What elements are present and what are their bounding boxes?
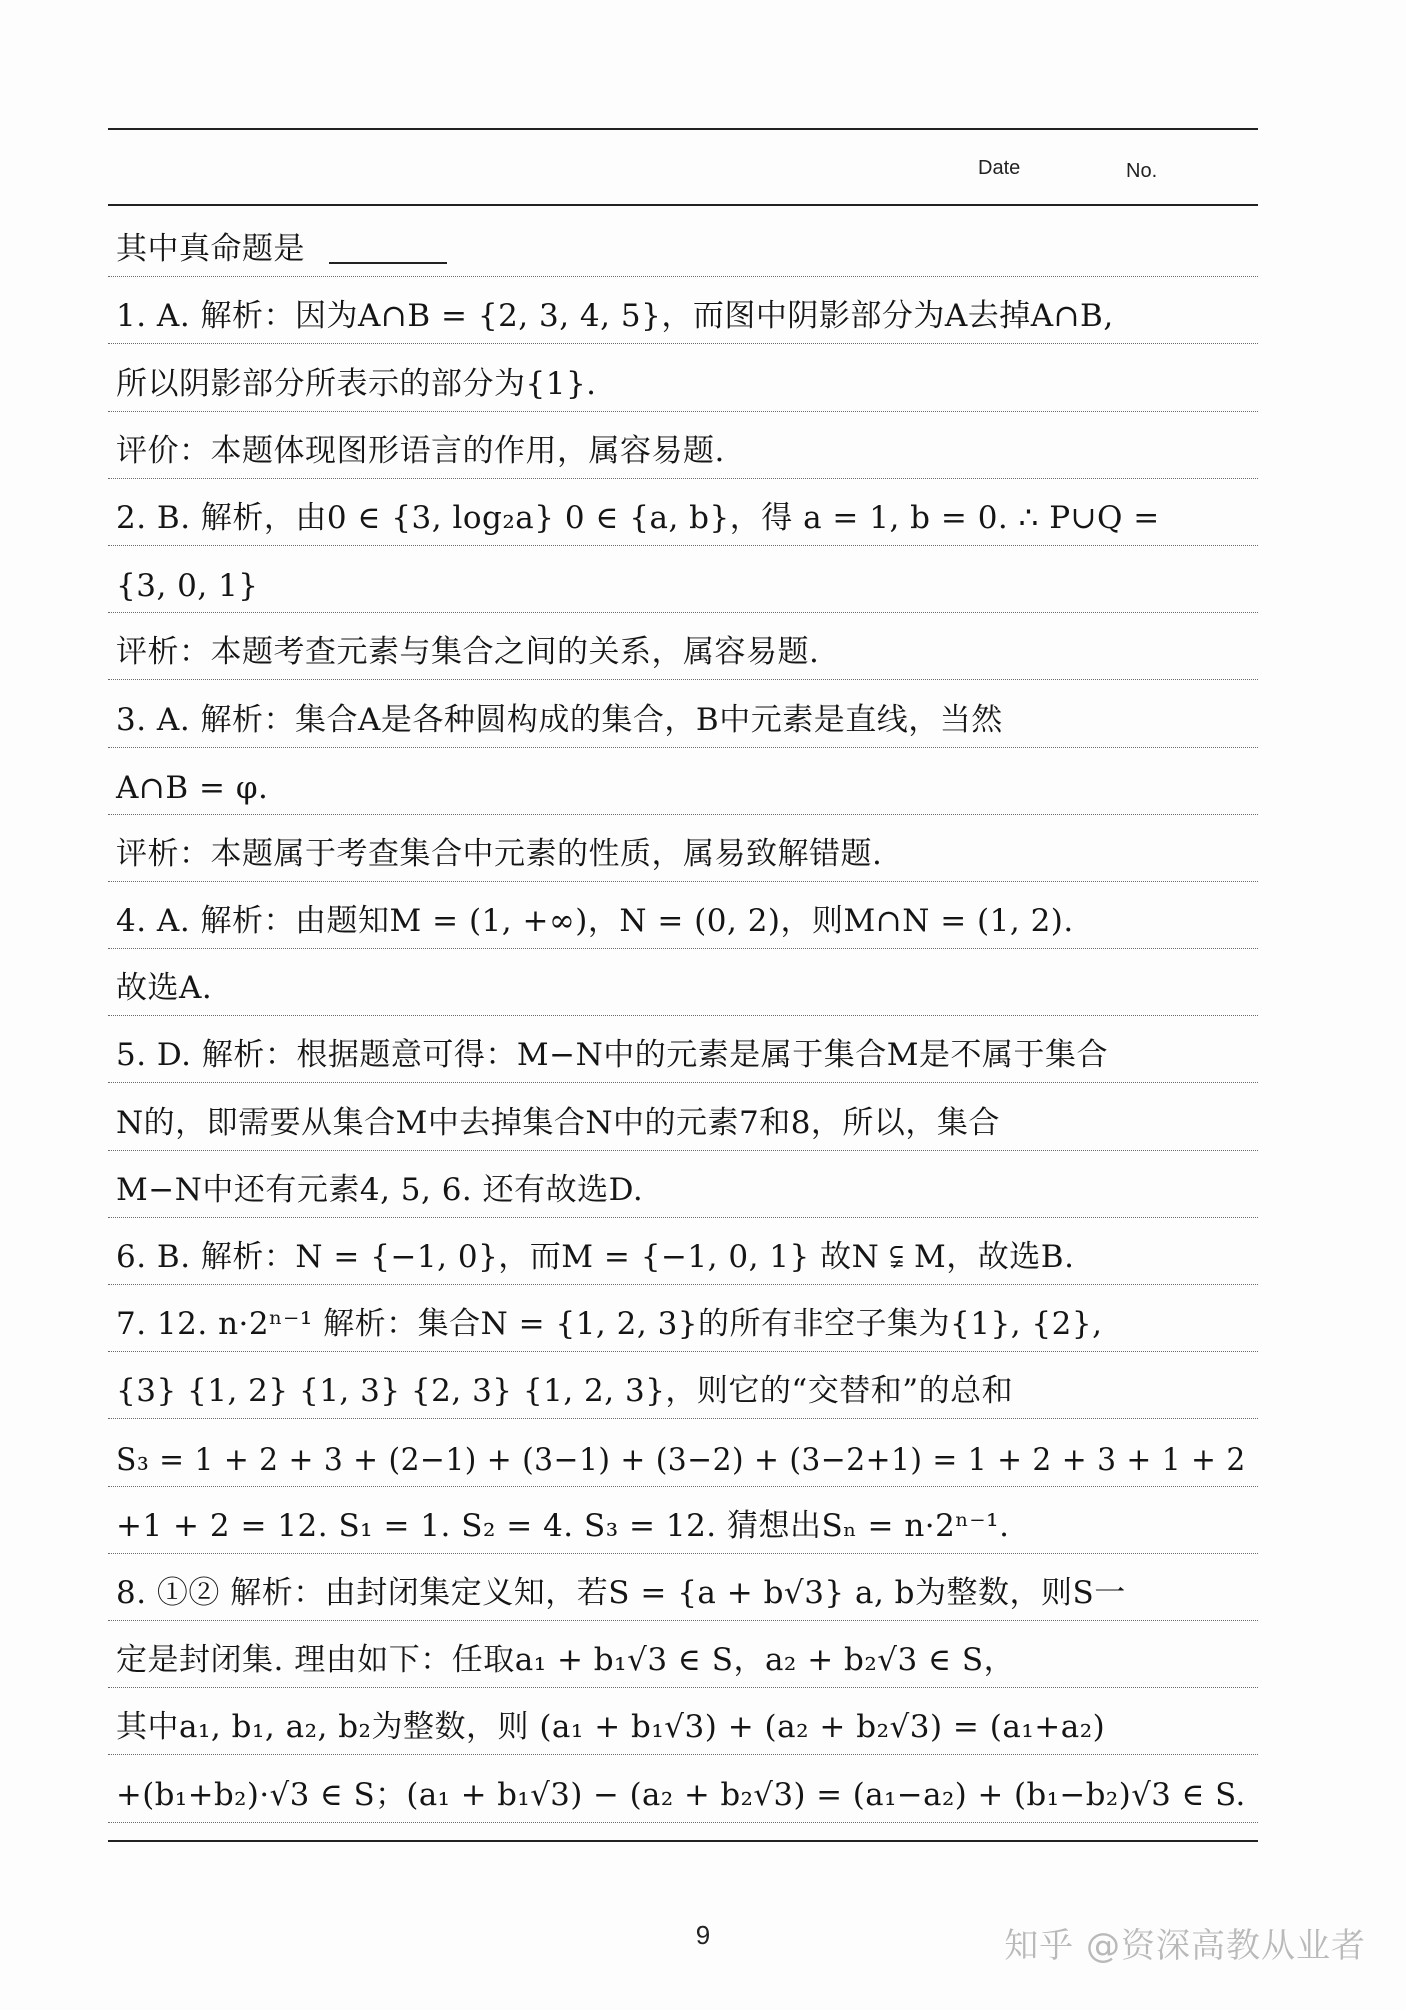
- line-text: 评价：本题体现图形语言的作用，属容易题.: [116, 432, 725, 469]
- ruled-line: [108, 277, 1258, 344]
- ruled-line: [108, 1688, 1258, 1755]
- line-text: 评析：本题属于考查集合中元素的性质，属易致解错题.: [116, 835, 883, 872]
- ruled-line: [108, 1487, 1258, 1554]
- ruled-line: [108, 1755, 1258, 1822]
- ruled-line: [108, 1554, 1258, 1621]
- page-number: 9: [695, 1920, 711, 1950]
- line-text: 故选A.: [116, 970, 213, 1007]
- ruled-line: [108, 1218, 1258, 1285]
- line-text: A∩B = φ.: [116, 769, 269, 806]
- handwritten-lines: [108, 210, 1258, 1823]
- ruled-line: [108, 1016, 1258, 1083]
- line-text: 评析：本题考查元素与集合之间的关系，属容易题.: [116, 634, 820, 671]
- line-text: 定是封闭集. 理由如下：任取a₁ + b₁√3 ∈ S，a₂ + b₂√3 ∈ S，: [116, 1642, 1016, 1679]
- ruled-line: [108, 546, 1258, 613]
- ruled-line: [108, 344, 1258, 411]
- line-text: 其中真命题是: [116, 231, 305, 268]
- ruled-line: [108, 412, 1258, 479]
- watermark: 知乎 @资深高教从业者: [1004, 1926, 1366, 1966]
- line-text: {3, 0, 1}: [116, 568, 259, 605]
- line-text: +1 + 2 = 12. S₁ = 1. S₂ = 4. S₃ = 12. 猜想出Sₙ = n·2ⁿ⁻¹.: [116, 1507, 1010, 1544]
- line-text: 6. B. 解析：N = {−1, 0}，而M = {−1, 0, 1} 故N ⫋ M，故选B.: [116, 1239, 1075, 1275]
- page-header: [108, 152, 1258, 192]
- line-text: +(b₁+b₂)·√3 ∈ S；(a₁ + b₁√3) − (a₂ + b₂√3) = (a₁−a₂) + (b₁−b₂)√3 ∈ S.: [116, 1776, 1246, 1813]
- line-text: 8. ①② 解析：由封闭集定义知，若S = {a + b√3} a, b为整数，则S一: [116, 1574, 1126, 1611]
- date-label: Date: [978, 157, 1021, 179]
- header-rule: [108, 204, 1258, 206]
- bottom-rule: [108, 1840, 1258, 1842]
- ruled-line: [108, 1083, 1258, 1150]
- line-text: 所以阴影部分所表示的部分为{1}.: [116, 365, 597, 402]
- line-text: M−N中还有元素4, 5, 6. 还有故选D.: [116, 1171, 644, 1208]
- ruled-line: [108, 1621, 1258, 1688]
- ruled-line: [108, 949, 1258, 1016]
- line-text: 1. A. 解析：因为A∩B = {2, 3, 4, 5}，而图中阴影部分为A去掉A∩B,: [116, 298, 1114, 335]
- ruled-line: [108, 748, 1258, 815]
- answer-blank: [329, 262, 447, 264]
- ruled-line: [108, 613, 1258, 680]
- line-text: S₃ = 1 + 2 + 3 + (2−1) + (3−1) + (3−2) + (3−2+1) = 1 + 2 + 3 + 1 + 2: [116, 1441, 1246, 1478]
- line-text: 其中a₁, b₁, a₂, b₂为整数，则 (a₁ + b₁√3) + (a₂ + b₂√3) = (a₁+a₂): [116, 1709, 1106, 1746]
- line-text: N的，即需要从集合M中去掉集合N中的元素7和8，所以，集合: [116, 1104, 1000, 1141]
- line-text: 4. A. 解析：由题知M = (1, +∞)，N = (0, 2)，则M∩N = (1, 2).: [116, 903, 1074, 940]
- ruled-line: [108, 1151, 1258, 1218]
- line-text: 5. D. 解析：根据题意可得：M−N中的元素是属于集合M是不属于集合: [116, 1037, 1108, 1074]
- ruled-line: [108, 210, 1258, 277]
- ruled-line: [108, 815, 1258, 882]
- ruled-line: [108, 1419, 1258, 1486]
- ruled-line: [108, 1285, 1258, 1352]
- ruled-line: [108, 479, 1258, 546]
- ruled-line: [108, 680, 1258, 747]
- line-text: 7. 12. n·2ⁿ⁻¹ 解析：集合N = {1, 2, 3}的所有非空子集为{1}, {2},: [116, 1306, 1103, 1343]
- top-rule: [108, 128, 1258, 130]
- ruled-line: [108, 882, 1258, 949]
- line-text: 3. A. 解析：集合A是各种圆构成的集合，B中元素是直线，当然: [116, 701, 1003, 738]
- line-text: 2. B. 解析，由0 ∈ {3, log₂a} 0 ∈ {a, b}，得 a = 1, b = 0. ∴ P∪Q =: [116, 499, 1160, 536]
- no-label: No.: [1126, 160, 1158, 182]
- ruled-line: [108, 1352, 1258, 1419]
- line-text: {3} {1, 2} {1, 3} {2, 3} {1, 2, 3}，则它的“交替和”的总和: [116, 1373, 1014, 1410]
